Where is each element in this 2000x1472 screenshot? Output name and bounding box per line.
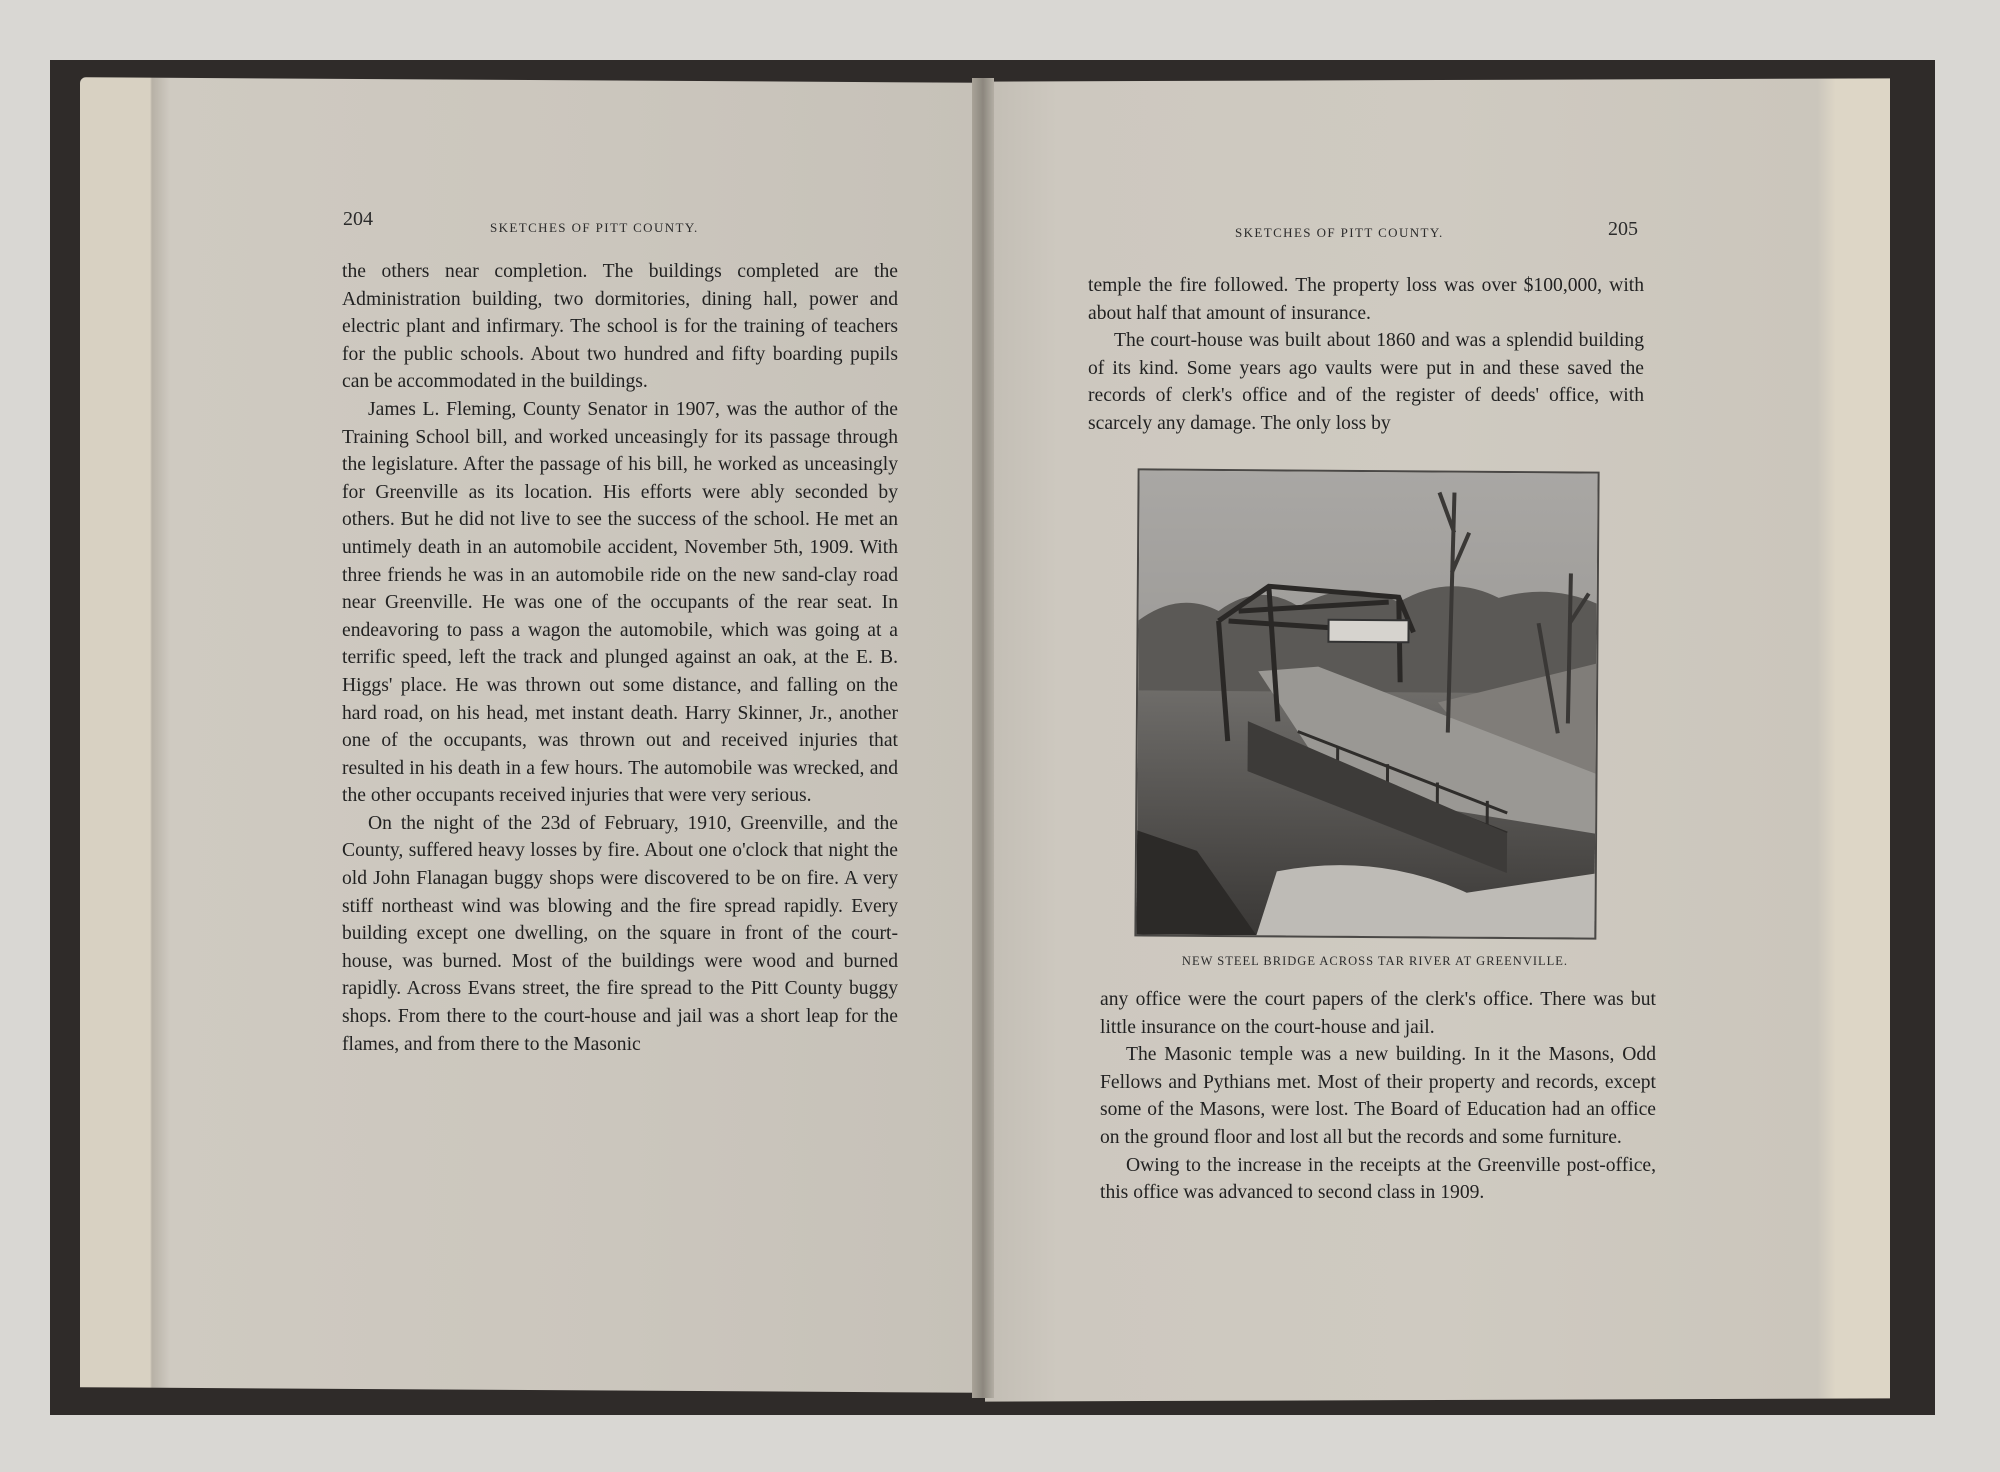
right-page-text-top: [1088, 272, 1644, 438]
right-page-number: 205: [1608, 218, 1638, 240]
right-page-text-bottom: [1100, 986, 1656, 1207]
right-running-head: SKETCHES OF PITT COUNTY.: [1235, 225, 1444, 240]
right-paragraph-3: any office were the court papers of the clerk's office. There was but little insurance on the court-house and jail.: [1100, 989, 1656, 1038]
left-running-head: SKETCHES OF PITT COUNTY.: [490, 220, 699, 235]
left-paragraph-2: James L. Fleming, County Senator in 1907, was the author of the Training School bill, and worked unceasingly for its passage through the legislature. After the passage of his bill, he worked as unceasingly for Greenville as its location. His efforts were ably seconded by others. But he did not live to see the success of the school. He met an untimely death in an automobile accident, November 5th, 1909. With three friends he was in an automobile ride on the new sand-clay road near Greenville. He was one of the occupants of the rear seat. In endeavoring to pass a wagon the automobile, which was going at a terrific speed, left the track and plunged against an oak, at the E. B. Higgs' place. He was thrown out some distance, and falling on the hard road, on his head, met instant death. Harry Skinner, Jr., another one of the occupants, was thrown out and received injuries that resulted in his death in a few hours. The automobile was wrecked, and the other occupants received injuries that were very serious.: [342, 398, 898, 807]
left-paragraph-1: the others near completion. The buildings completed are the Administration building, two dormitories, dining hall, power and electric plant and infirmary. The school is for the training of teachers for the public schools. About two hundred and fifty boarding pupils can be accommodated in the buildings.: [342, 261, 898, 393]
right-paragraph-5: Owing to the increase in the receipts at the Greenville post-office, this office was advanced to second class in 1909.: [1100, 1154, 1656, 1204]
right-paragraph-4: The Masonic temple was a new building. In it the Masons, Odd Fellows and Pythians met. Most of their property and records, except some of the Masons, were lost. The Board of Education had an office on the ground floor and lost all but the records and some furniture.: [1100, 1044, 1656, 1148]
left-paragraph-3: On the night of the 23d of February, 1910, Greenville, and the County, suffered heavy losses by fire. About one o'clock that night the old John Flanagan buggy shops were discovered to be on fire. A very stiff northeast wind was blowing and the fire spread rapidly. Every building except one dwelling, on the square in front of the court-house, was burned. Most of the buildings were wood and burned rapidly. Across Evans street, the fire spread to the Pitt County buggy shops. From there to the court-house and jail was a short leap for the flames, and from there to the Masonic: [342, 812, 898, 1055]
left-page-text: [342, 258, 898, 1058]
bridge-photo-image: [1136, 470, 1597, 937]
right-paragraph-2: The court-house was built about 1860 and was a splendid building of its kind. Some years ago vaults were put in and these saved the records of clerk's office and of the register of deeds' office, with scarcely any damage. The only loss by: [1088, 330, 1644, 434]
right-paragraph-1: temple the fire followed. The property loss was over $100,000, with about half that amount of insurance.: [1088, 275, 1644, 324]
figure-caption: NEW STEEL BRIDGE ACROSS TAR RIVER AT GREENVILLE.: [1181, 954, 1569, 968]
bridge-photograph: [1134, 468, 1599, 939]
left-page-number: 204: [343, 208, 373, 230]
book-gutter: [972, 78, 994, 1398]
